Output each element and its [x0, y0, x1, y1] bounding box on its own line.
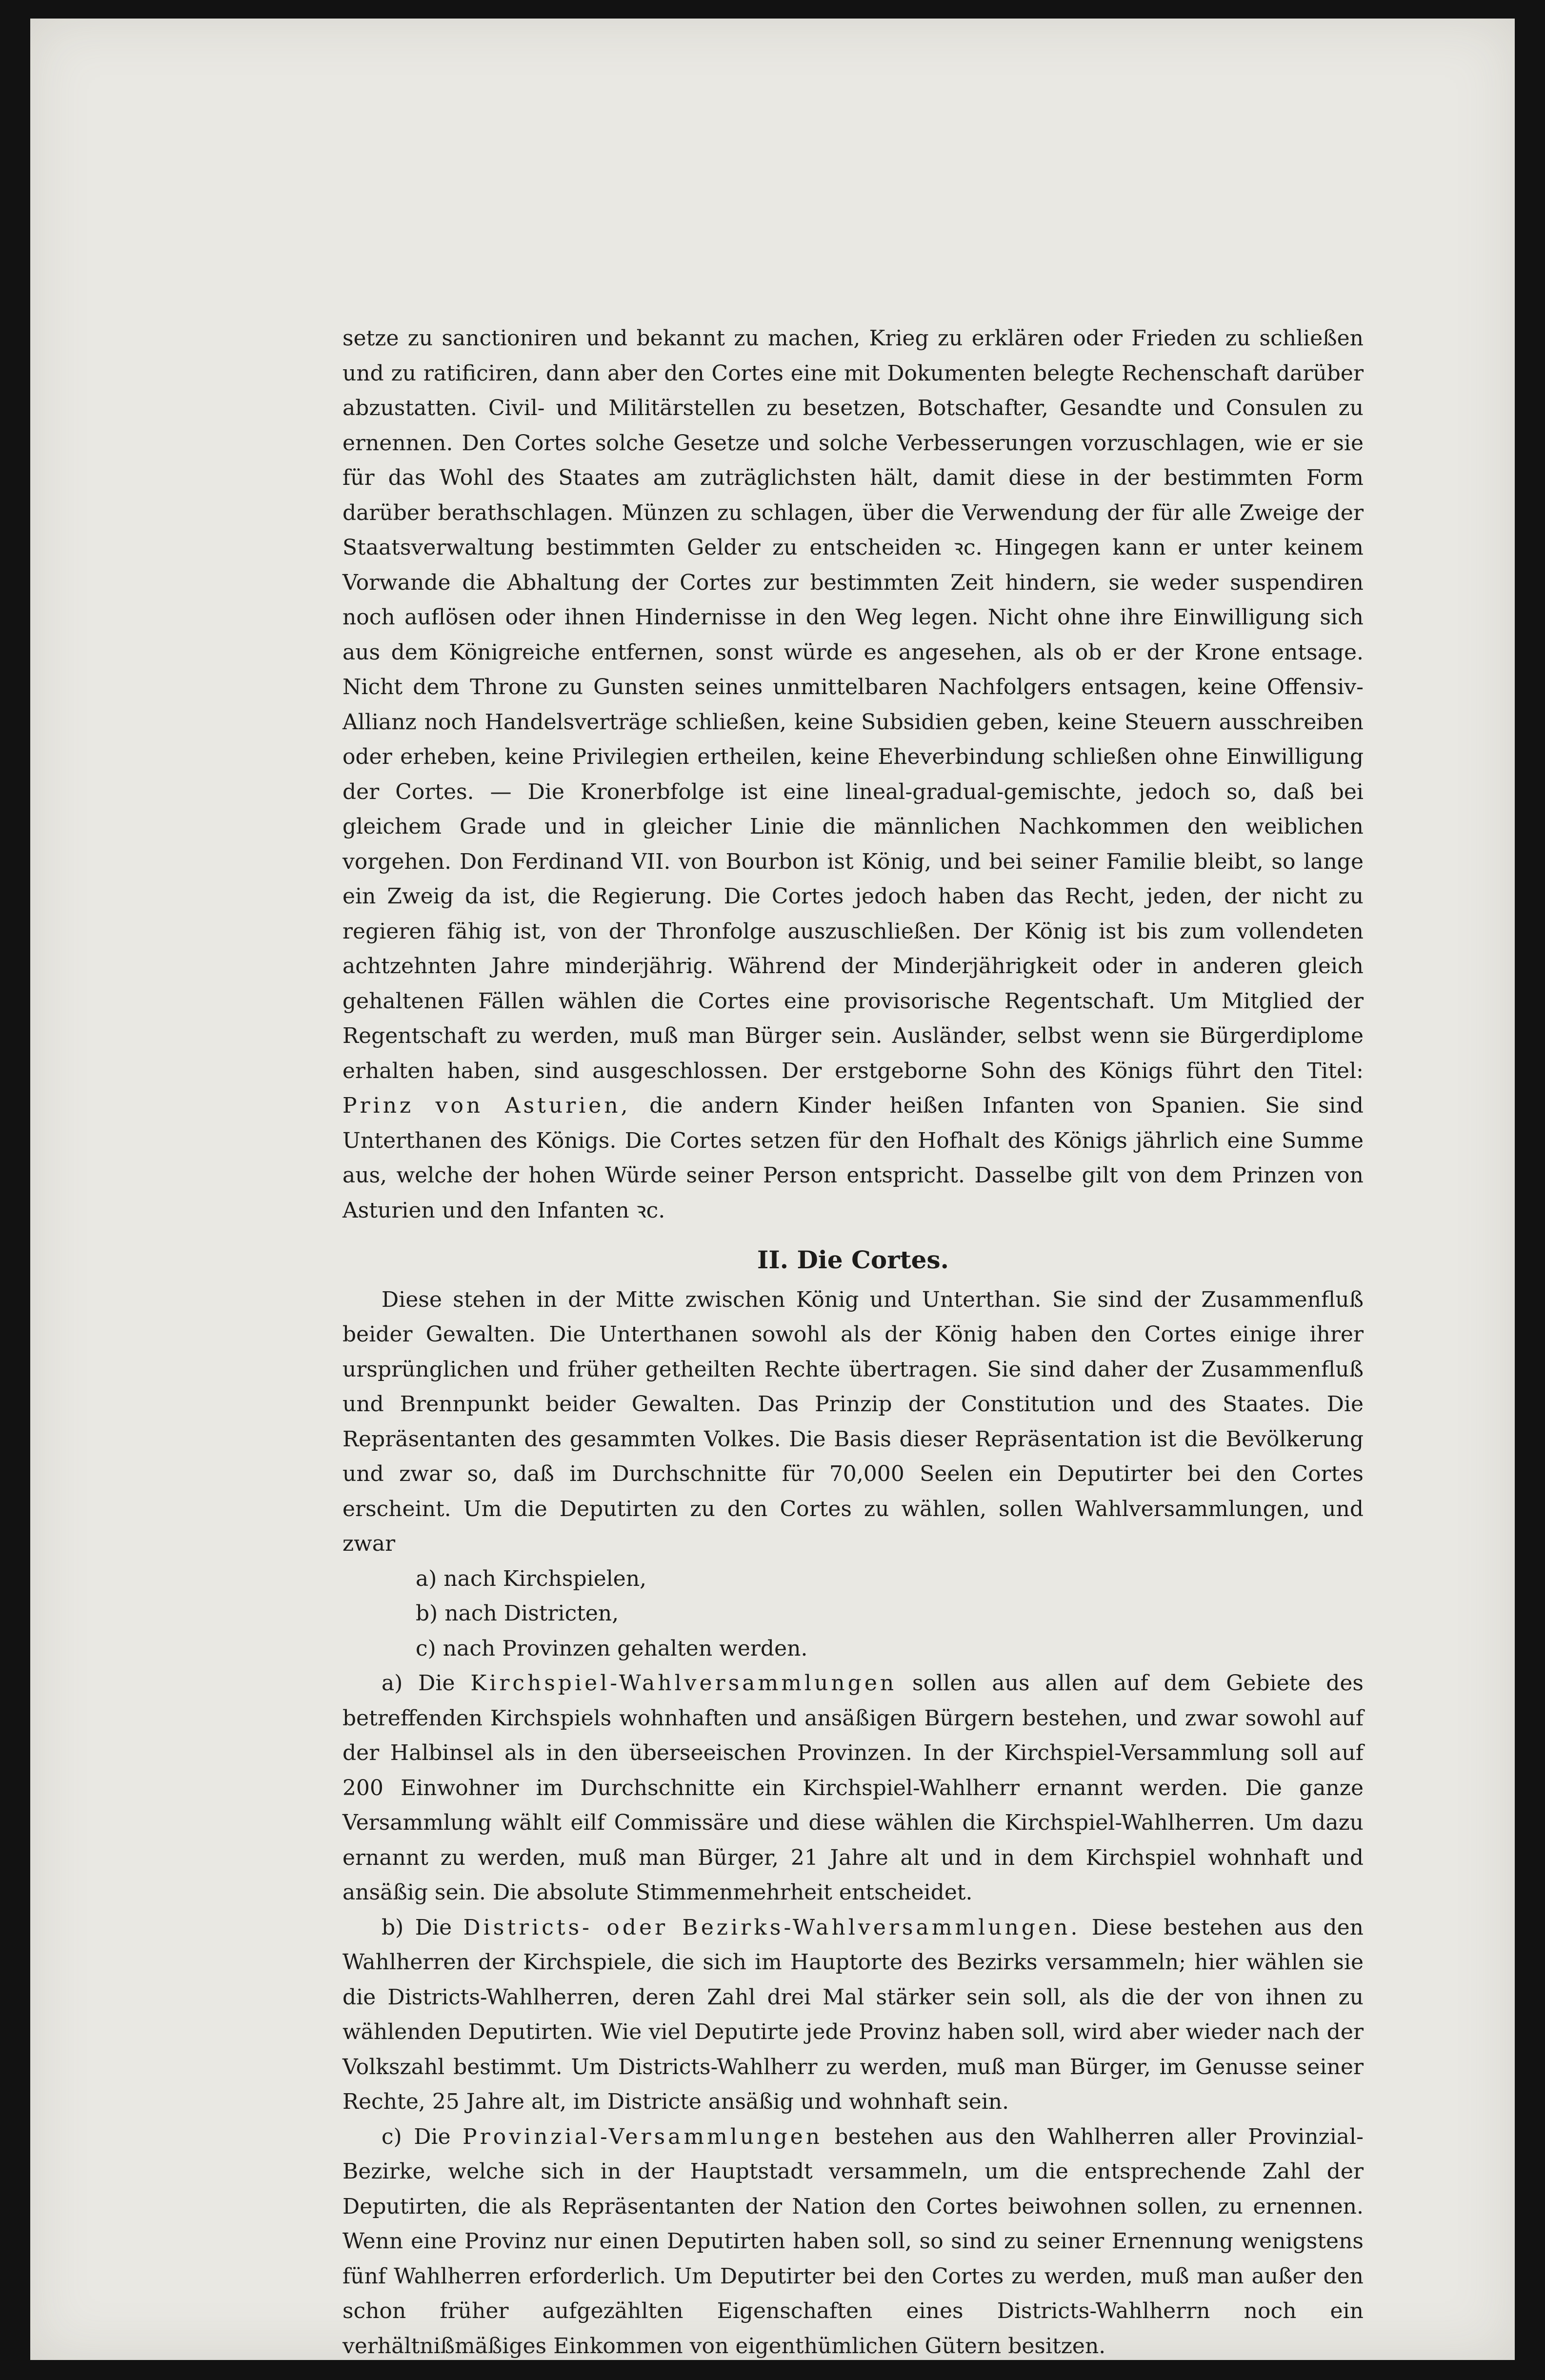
body-text — [342, 321, 1364, 2363]
list-item: a) nach Kirchspielen, — [416, 1566, 647, 1591]
term-districts: Districts- oder Bezirks-Wahlversammlungen. — [463, 1915, 1081, 1940]
paragraph-districts: b) Die Districts- oder Bezirks-Wahlversammlungen. Diese bestehen aus den Wahlherren der Kirchspiele, die sich im Hauptorte des Bezirks versammeln; hier wählen sie die Districts-Wahlherren, deren Zahl drei Mal stärker sein soll, als die der von ihnen zu wählenden Deputirten. Wie viel Deputirte jede Provinz haben soll, wird aber wieder nach der Volkszahl bestimmt. Um Districts-Wahlherr zu werden, muß man Bürger, im Genusse seiner Rechte, 25 Jahre alt, im Districte ansäßig und wohnhaft sein. — [342, 1915, 1364, 2114]
paragraph-provinzial: c) Die Provinzial-Versammlungen bestehen aus den Wahlherren aller Provinzial-Bezirke, welche sich in der Hauptstadt versammeln, um die entsprechende Zahl der Deputirten, die als Repräsentanten der Nation den Cortes beiwohnen sollen, zu ernennen. Wenn eine Provinz nur einen Deputirten haben soll, so sind zu seiner Ernennung wenigstens fünf Wahlherren erforderlich. Um Deputirter bei den Cortes zu werden, muß man außer den schon früher aufgezählten Eigenschaften eines Districts-Wahlherrn noch ein verhältnißmäßiges Einkommen von eigenthümlichen Gütern besitzen. — [342, 2124, 1364, 2359]
paragraph-cortes-intro: Diese stehen in der Mitte zwischen König und Unterthan. Sie sind der Zusammenfluß beider Gewalten. Die Unterthanen sowohl als der König haben den Cortes einige ihrer ursprünglichen und früher getheilten Rechte übertragen. Sie sind daher der Zusammenfluß und Brennpunkt beider Gewalten. Das Prinzip der Constitution und des Staates. Die Repräsentanten des gesammten Volkes. Die Basis dieser Repräsentation ist die Bevölkerung und zwar so, daß im Durchschnitte für 70,000 Seelen ein Deputirter bei den Cortes erscheint. Um die Deputirten zu den Cortes zu wählen, sollen Wahlversammlungen, und zwar — [342, 1287, 1364, 1556]
list-item: b) nach Districten, — [416, 1601, 619, 1626]
list-item: c) nach Provinzen gehalten werden. — [416, 1636, 808, 1661]
term-kirchspiel: Kirchspiel-Wahlversammlungen — [470, 1671, 897, 1696]
section-heading: II. Die Cortes. — [757, 1245, 949, 1274]
term-provinzial: Provinzial-Versammlungen — [462, 2124, 823, 2149]
paragraph-king-rights: setze zu sanctioniren und bekannt zu machen, Krieg zu erklären oder Frieden zu schließen und zu ratificiren, dann aber den Cortes eine mit Dokumenten belegte Rechenschaft darüber abzustatten. Civil- und Militärstellen zu besetzen, Botschafter, Gesandte und Consulen zu ernennen. Den Cortes solche Gesetze und solche Verbesserungen vorzuschlagen, wie er sie für das Wohl des Staates am zuträglichsten hält, damit diese in der bestimmten Form darüber berathschlagen. Münzen zu schlagen, über die Verwendung der für alle Zweige der Staatsverwaltung bestimmten Gelder zu entscheiden ꝛc. Hingegen kann er unter keinem Vorwande die Abhaltung der Cortes zur bestimmten Zeit hindern, sie weder suspendiren noch auflösen oder ihnen Hindernisse in den Weg legen. Nicht ohne ihre Einwilligung sich aus dem Königreiche entfernen, sonst würde es angesehen, als ob er der Krone entsage. Nicht dem Throne zu Gunsten seines unmittelbaren Nachfolgers entsagen, keine Offensiv-Allianz noch Handelsverträge schließen, keine Subsidien geben, keine Steuern ausschreiben oder erheben, keine Privilegien ertheilen, keine Eheverbindung schließen ohne Einwilligung der Cortes. — Die Kronerbfolge ist eine lineal-gradual-gemischte, jedoch so, daß bei gleichem Grade und in gleicher Linie die männlichen Nachkommen den weiblichen vorgehen. Don Ferdinand VII. von Bourbon ist König, und bei seiner Familie bleibt, so lange ein Zweig da ist, die Regierung. Die Cortes jedoch haben das Recht, jeden, der nicht zu regieren fähig ist, von der Thronfolge auszuschließen. Der König ist bis zum vollendeten achtzehnten Jahre minderjährig. Während der Minderjährigkeit oder in anderen gleich gehaltenen Fällen wählen die Cortes eine provisorische Regentschaft. Um Mitglied der Regentschaft zu werden, muß man Bürger sein. Ausländer, selbst wenn sie Bürgerdiplome erhalten haben, sind ausgeschlossen. Der erstgeborne Sohn des Königs führt den Titel: Prinz von Asturien, die andern Kinder heißen Infanten von Spanien. Sie sind Unterthanen des Königs. Die Cortes setzen für den Hofhalt des Königs jährlich eine Summe aus, welche der hohen Würde seiner Person entspricht. Dasselbe gilt von dem Prinzen von Asturien und den Infanten ꝛc. — [342, 326, 1364, 1223]
title-prince-asturias: Prinz von Asturien, — [342, 1093, 631, 1118]
document-page — [30, 19, 1515, 2360]
paragraph-kirchspiel: a) Die Kirchspiel-Wahlversammlungen sollen aus allen auf dem Gebiete des betreffenden Kirchspiels wohnhaften und ansäßigen Bürgern bestehen, und zwar sowohl auf der Halbinsel als in den überseeischen Provinzen. In der Kirchspiel-Versammlung soll auf 200 Einwohner im Durchschnitte ein Kirchspiel-Wahlherr ernannt werden. Die ganze Versammlung wählt eilf Commissäre und diese wählen die Kirchspiel-Wahlherren. Um dazu ernannt zu werden, muß man Bürger, 21 Jahre alt und in dem Kirchspiel wohnhaft und ansäßig sein. Die absolute Stimmenmehrheit entscheidet. — [342, 1671, 1364, 1905]
